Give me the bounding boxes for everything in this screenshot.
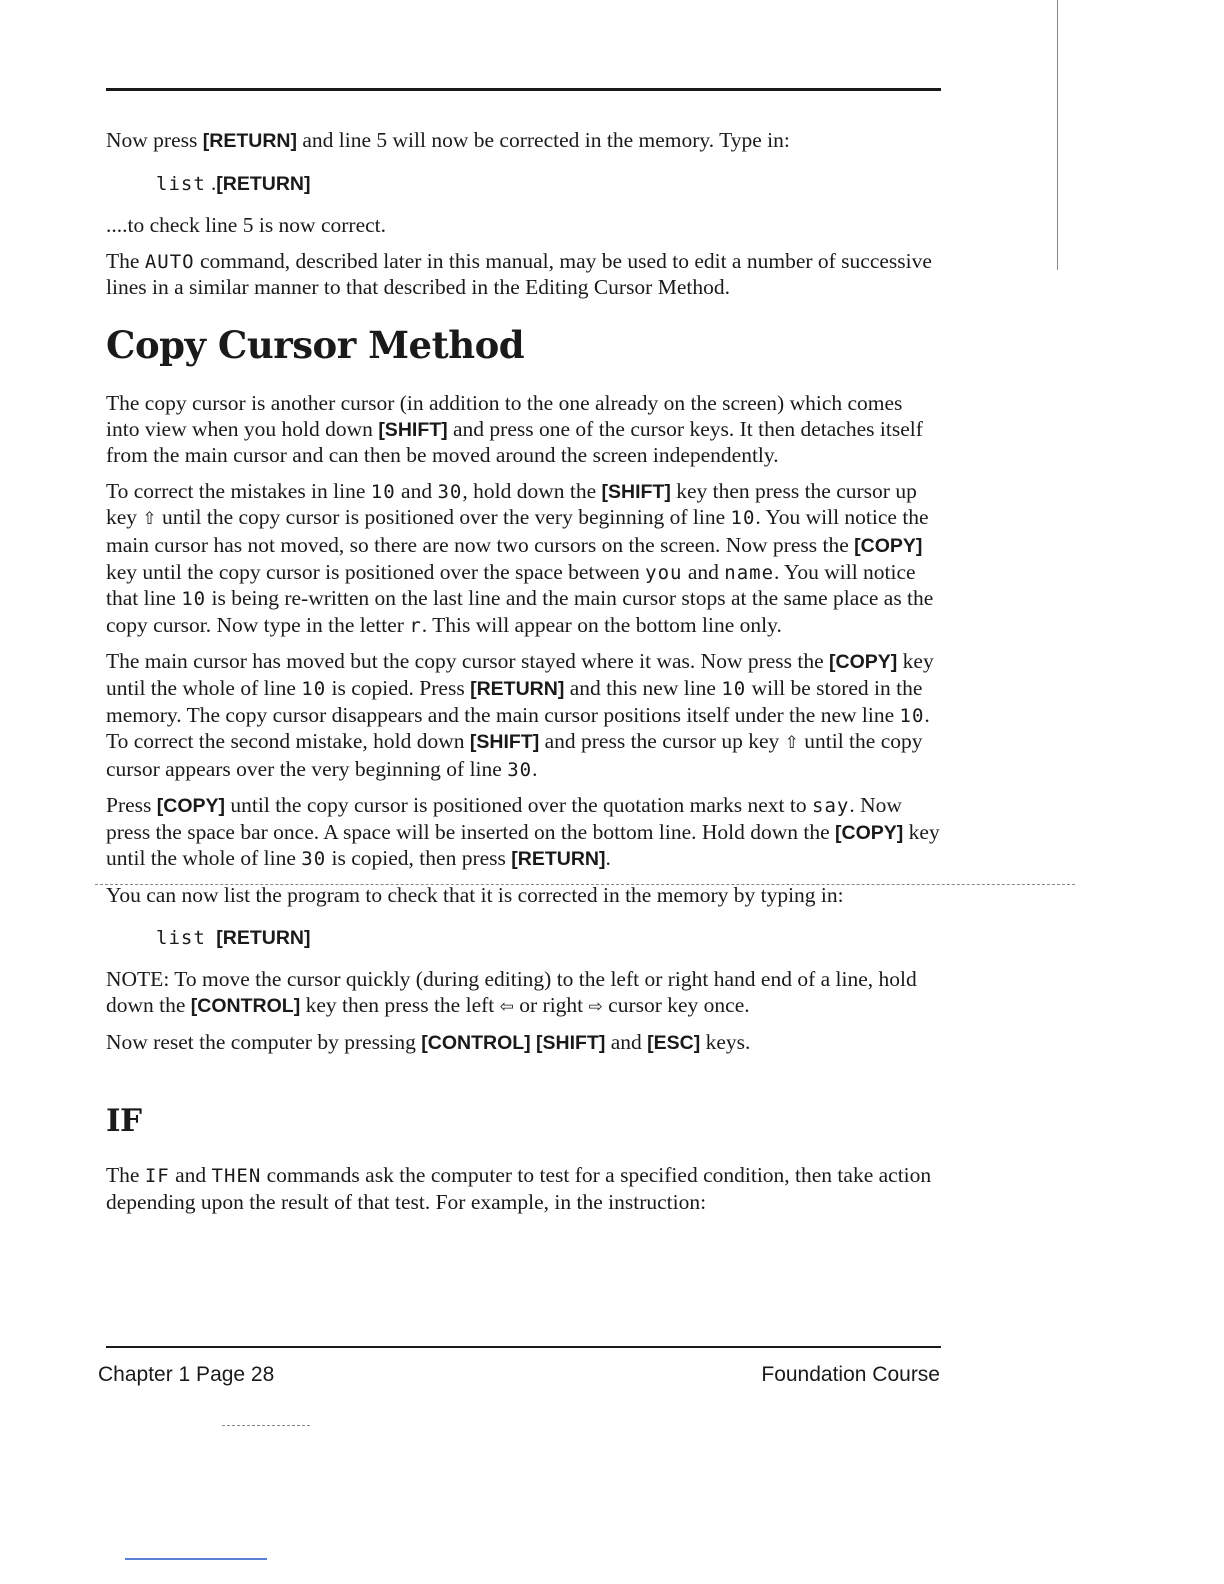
paragraph-copy-cursor-intro: The copy cursor is another cursor (in addition to the one already on the screen) which comes into view when you hold down [SHIFT] and press one of the cursor keys. It then detaches itself from the main cursor and can then be moved around the screen independently.: [106, 390, 923, 468]
bottom-rule: [106, 1346, 941, 1348]
return-key-label: [RETURN]: [216, 926, 311, 949]
copy-key-label: [COPY]: [854, 534, 923, 557]
scan-dash-line: [95, 884, 1075, 885]
shift-key-label: [SHIFT]: [536, 1032, 606, 1055]
return-key-label: [RETURN]: [216, 172, 311, 195]
code-list-return-2: [156, 925, 941, 952]
paragraph-auto-command: The AUTO command, described later in this manual, may be used to edit a number of successive lines in a similar manner to that described in the Editing Cursor Method.: [106, 248, 932, 300]
cursor-up-arrow-icon: ⇧: [142, 509, 157, 530]
top-rule: [106, 88, 941, 91]
paragraph-main-cursor-moved: The main cursor has moved but the copy cursor stayed where it was. Now press the [COPY] key until the whole of line 10 is copied. Press [RETURN] and this new line 10 will be stored in the memory. The copy cursor disappears and the main cursor positions itself under the new line 10. To correct the second mistake, hold down [SHIFT] and press the cursor up key ⇧ until the copy cursor appears over the very beginning of line 30.: [106, 649, 934, 781]
then-keyword: THEN: [211, 1165, 262, 1188]
page-body: [106, 128, 941, 1225]
esc-key-label: [ESC]: [647, 1032, 701, 1055]
paragraph-correct-mistakes: To correct the mistakes in line 10 and 30, hold down the [SHIFT] key then press the cursor up key ⇧ until the copy cursor is positioned over the very beginning of line 10. You will notice the main cursor has not moved, so there are now two cursors on the screen. Now press the [COPY] key until the copy cursor is positioned over the space between you and name. You will notice that line 10 is being re-written on the last line and the main cursor stops at the same place as the copy cursor. Now type in the letter r. This will appear on the bottom line only.: [106, 478, 934, 637]
return-key-label: [RETURN]: [511, 848, 606, 871]
footer-chapter-page: Chapter 1 Page 28: [98, 1363, 275, 1386]
cursor-up-arrow-icon: ⇧: [784, 733, 799, 754]
paragraph-note: NOTE: To move the cursor quickly (during editing) to the left or right hand end of a line, hold down the [CONTROL] key then press the left ⇦ or right ⇨ cursor key once.: [106, 967, 917, 1017]
if-keyword: IF: [144, 1165, 170, 1188]
code-list-command: list: [156, 926, 206, 949]
control-key-label: [CONTROL]: [421, 1032, 531, 1055]
paragraph-list-program: You can now list the program to check that it is corrected in the memory by typing in:: [106, 883, 844, 908]
return-key-label: [RETURN]: [470, 677, 565, 700]
copy-key-label: [COPY]: [829, 651, 898, 674]
code-list-return: list .[RETURN]: [156, 170, 311, 195]
paragraph-reset: Now reset the computer by pressing [CONTROL] [SHIFT] and [ESC] keys.: [106, 1030, 751, 1055]
shift-key-label: [SHIFT]: [601, 480, 671, 503]
scan-blue-underline: [125, 1558, 267, 1560]
scan-edge-line: [1057, 0, 1058, 270]
paragraph-if-then: The IF and THEN commands ask the computer to test for a specified condition, then take action depending upon the result of that test. For example, in the instruction:: [106, 1163, 932, 1214]
control-key-label: [CONTROL]: [190, 994, 301, 1017]
copy-key-label: [COPY]: [156, 795, 226, 818]
shift-key-label: [SHIFT]: [378, 418, 448, 441]
paragraph-press-copy: Press [COPY] until the copy cursor is positioned over the quotation marks next to say. Now press the space bar once. A space will be inserted on the bottom line. Hold down the [COPY] key until the whole of line 30 is copied, then press [RETURN].: [106, 793, 940, 871]
paragraph-check-line: ....to check line 5 is now correct.: [106, 213, 387, 238]
scan-dash-mark: [222, 1425, 310, 1426]
heading-copy-cursor-method: Copy Cursor Method: [106, 322, 525, 367]
code-list-command: list: [156, 172, 206, 195]
return-key-label: [RETURN]: [202, 130, 297, 152]
cursor-left-arrow-icon: ⇦: [499, 996, 514, 1017]
auto-keyword: AUTO: [144, 250, 195, 273]
cursor-right-arrow-icon: ⇨: [588, 996, 603, 1017]
paragraph-return-correct: Now press [RETURN] and line 5 will now be corrected in the memory. Type in:: [106, 128, 790, 152]
copy-key-label: [COPY]: [835, 821, 904, 844]
heading-if: IF: [106, 1103, 142, 1140]
footer-course-title: Foundation Course: [761, 1363, 940, 1386]
shift-key-label: [SHIFT]: [469, 731, 540, 754]
